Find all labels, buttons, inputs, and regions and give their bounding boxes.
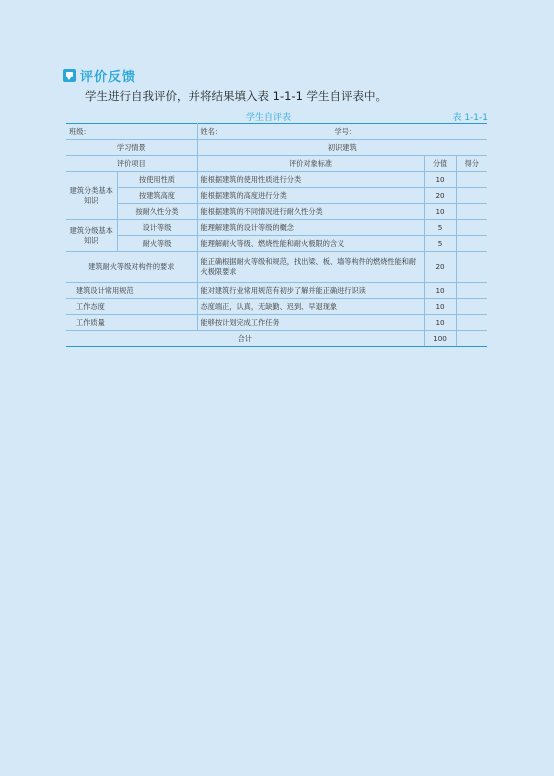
row-score: 20 bbox=[424, 188, 456, 204]
row-got-input[interactable] bbox=[456, 204, 487, 220]
row-item: 工作质量 bbox=[66, 315, 197, 331]
context-value: 初识建筑 bbox=[197, 140, 487, 156]
section-title: 评价反馈 bbox=[80, 70, 137, 85]
row-sub: 按建筑高度 bbox=[117, 188, 197, 204]
row-sub: 按耐久性分类 bbox=[117, 204, 197, 220]
row-criteria: 能理解耐火等级、燃烧性能和耐火极限的含义 bbox=[197, 236, 424, 252]
class-field[interactable]: 班级： bbox=[66, 124, 197, 140]
row-got-input[interactable] bbox=[456, 283, 487, 299]
row-score: 10 bbox=[424, 204, 456, 220]
name-id-field[interactable] bbox=[197, 124, 487, 140]
row-got-input[interactable] bbox=[456, 252, 487, 283]
table-number: 表 1-1-1 bbox=[452, 113, 488, 123]
row-score: 20 bbox=[424, 252, 456, 283]
feedback-icon bbox=[63, 69, 76, 82]
row-score: 10 bbox=[424, 299, 456, 315]
row-score: 5 bbox=[424, 220, 456, 236]
id-label: 学号： bbox=[334, 126, 357, 136]
row-score: 10 bbox=[424, 315, 456, 331]
table-row bbox=[66, 172, 487, 188]
header-got: 得分 bbox=[456, 156, 487, 172]
row-got-input[interactable] bbox=[456, 220, 487, 236]
row-score: 10 bbox=[424, 283, 456, 299]
table-row bbox=[66, 236, 487, 252]
row-score: 5 bbox=[424, 236, 456, 252]
row-got-input[interactable] bbox=[456, 188, 487, 204]
row-sub: 按使用性质 bbox=[117, 172, 197, 188]
header-criteria: 评价对象标准 bbox=[197, 156, 424, 172]
row-got-input[interactable] bbox=[456, 299, 487, 315]
row-item: 建筑设计常用规范 bbox=[66, 283, 197, 299]
row-got-input[interactable] bbox=[456, 315, 487, 331]
row-criteria: 态度端正，认真，无缺勤、迟到、早退现象 bbox=[197, 299, 424, 315]
total-label: 合计 bbox=[66, 331, 424, 347]
table-row bbox=[66, 220, 487, 236]
intro-text: 学生进行自我评价，并将结果填入表 1-1-1 学生自评表中。 bbox=[85, 89, 388, 103]
table-title: 学生自评表 bbox=[246, 113, 292, 123]
row-sub: 设计等级 bbox=[117, 220, 197, 236]
context-row bbox=[66, 140, 487, 156]
row-criteria: 能根据建筑的不同情况进行耐久性分类 bbox=[197, 204, 424, 220]
row-criteria: 能根据建筑的高度进行分类 bbox=[197, 188, 424, 204]
table-row bbox=[66, 252, 487, 283]
table-row bbox=[66, 188, 487, 204]
header-item: 评价项目 bbox=[66, 156, 197, 172]
total-value: 100 bbox=[424, 331, 456, 347]
row-criteria: 能理解建筑的设计等级的概念 bbox=[197, 220, 424, 236]
row-criteria: 能正确根据耐火等级和规范，找出梁、板、墙等构件的燃烧性能和耐火极限要求 bbox=[197, 252, 424, 283]
total-row bbox=[66, 331, 487, 347]
row-criteria: 能够按计划完成工作任务 bbox=[197, 315, 424, 331]
student-info-row bbox=[66, 124, 487, 140]
total-got-input[interactable] bbox=[456, 331, 487, 347]
self-evaluation-table bbox=[66, 123, 487, 347]
table-row bbox=[66, 283, 487, 299]
name-label: 姓名： bbox=[200, 126, 223, 136]
group-grading: 建筑分级基本知识 bbox=[66, 220, 117, 252]
table-row bbox=[66, 315, 487, 331]
row-sub: 耐火等级 bbox=[117, 236, 197, 252]
group-classification: 建筑分类基本知识 bbox=[66, 172, 117, 220]
row-got-input[interactable] bbox=[456, 236, 487, 252]
table-row bbox=[66, 204, 487, 220]
context-label: 学习情景 bbox=[66, 140, 197, 156]
row-criteria: 能对建筑行业常用规范有初步了解并能正确进行识读 bbox=[197, 283, 424, 299]
row-item: 建筑耐火等级对构件的要求 bbox=[66, 252, 197, 283]
row-score: 10 bbox=[424, 172, 456, 188]
section-heading bbox=[63, 66, 136, 85]
row-criteria: 能根据建筑的使用性质进行分类 bbox=[197, 172, 424, 188]
header-score: 分值 bbox=[424, 156, 456, 172]
header-row bbox=[66, 156, 487, 172]
row-got-input[interactable] bbox=[456, 172, 487, 188]
table-row bbox=[66, 299, 487, 315]
row-item: 工作态度 bbox=[66, 299, 197, 315]
